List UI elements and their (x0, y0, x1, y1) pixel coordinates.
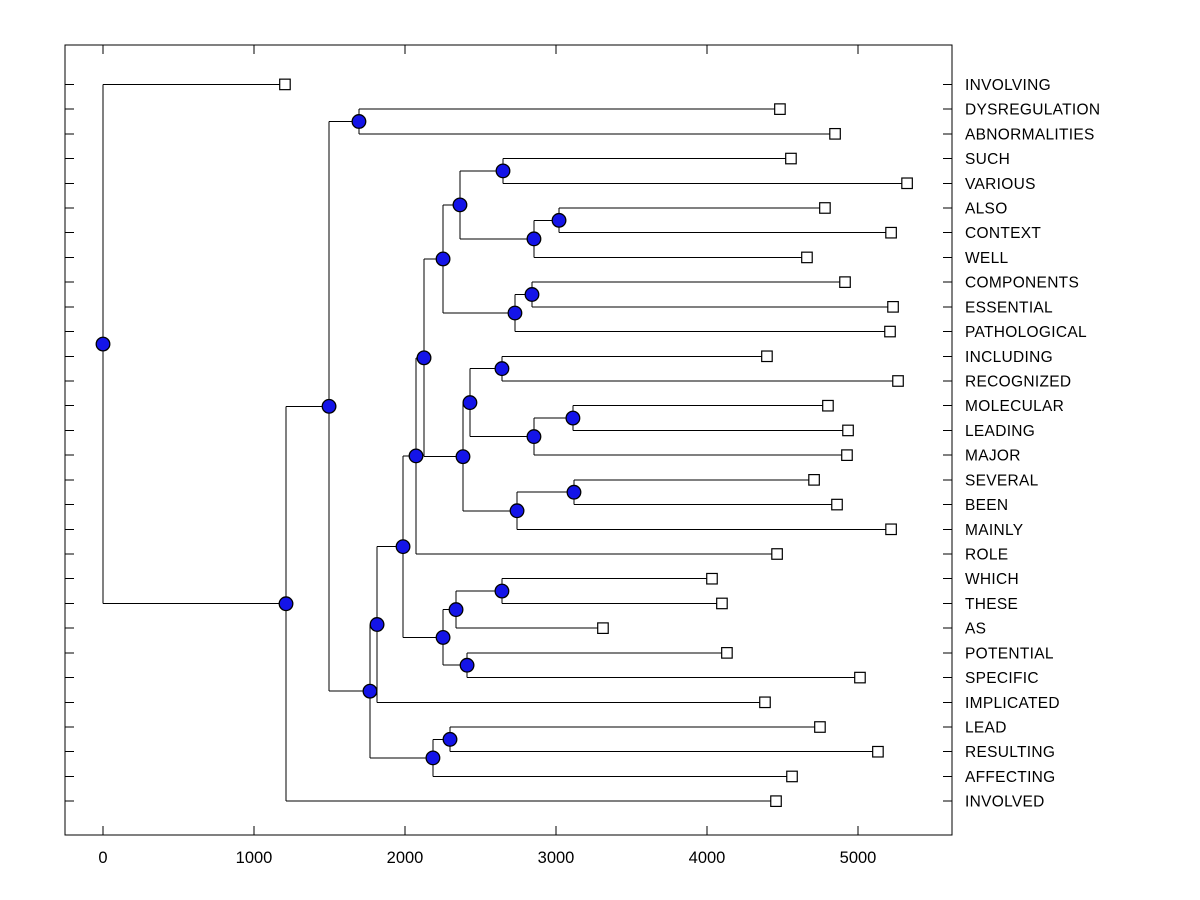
x-tick-label: 2000 (386, 849, 424, 867)
leaf-tip-marker (886, 227, 897, 238)
leaf-label: DYSREGULATION (965, 101, 1101, 119)
cluster-node-marker (463, 396, 477, 410)
leaf-tip-marker (842, 450, 853, 461)
cluster-node-marker (496, 164, 510, 178)
leaf-tip-marker (832, 499, 843, 510)
cluster-node-marker (352, 115, 366, 129)
leaf-tip-marker (902, 178, 913, 189)
leaf-tip-marker (823, 400, 834, 411)
leaf-label: MAINLY (965, 521, 1024, 539)
leaf-tip-marker (722, 648, 733, 659)
cluster-node-marker (279, 597, 293, 611)
leaf-tip-marker (815, 722, 826, 733)
leaf-tip-marker (707, 573, 718, 584)
cluster-node-marker (510, 504, 524, 518)
leaf-label: POTENTIAL (965, 645, 1054, 663)
leaf-label: COMPONENTS (965, 274, 1080, 292)
leaf-label: MAJOR (965, 447, 1021, 465)
cluster-node-marker (525, 288, 539, 302)
x-tick-label: 1000 (235, 849, 273, 867)
cluster-node-marker (96, 337, 110, 351)
cluster-node-marker (527, 430, 541, 444)
cluster-node-marker (363, 684, 377, 698)
cluster-node-marker (566, 411, 580, 425)
leaf-tip-marker (280, 79, 291, 90)
cluster-node-marker (436, 252, 450, 266)
leaf-label: ESSENTIAL (965, 299, 1053, 317)
leaf-label: AFFECTING (965, 768, 1056, 786)
plot-border (65, 45, 952, 835)
x-tick-label: 3000 (537, 849, 575, 867)
cluster-node-marker (370, 618, 384, 632)
leaf-label: ALSO (965, 200, 1008, 218)
leaf-label: RESULTING (965, 744, 1056, 762)
leaf-label: ROLE (965, 546, 1009, 564)
leaf-label: SUCH (965, 151, 1011, 169)
x-tick-label: 4000 (688, 849, 726, 867)
leaf-tip-marker (888, 302, 899, 313)
cluster-node-marker (409, 449, 423, 463)
leaf-tip-marker (855, 672, 866, 683)
leaf-tip-marker (873, 746, 884, 757)
leaf-tip-marker (760, 697, 771, 708)
cluster-node-marker (322, 400, 336, 414)
leaf-tip-marker (598, 623, 609, 634)
leaf-tip-marker (775, 104, 786, 115)
cluster-node-marker (527, 232, 541, 246)
cluster-node-marker (495, 362, 509, 376)
leaf-tip-marker (771, 796, 782, 807)
leaf-label: VARIOUS (965, 175, 1036, 193)
leaf-label: THESE (965, 595, 1019, 613)
leaf-label: WELL (965, 249, 1009, 267)
cluster-node-marker (453, 198, 467, 212)
x-tick-label: 5000 (839, 849, 877, 867)
leaf-label: WHICH (965, 571, 1020, 589)
leaf-label: SEVERAL (965, 472, 1039, 490)
leaf-label: MOLECULAR (965, 398, 1065, 416)
cluster-node-marker (449, 603, 463, 617)
leaf-tip-marker (717, 598, 728, 609)
leaf-tip-marker (762, 351, 773, 362)
cluster-node-marker (456, 450, 470, 464)
leaf-label: CONTEXT (965, 225, 1042, 243)
leaf-tip-marker (843, 425, 854, 436)
leaf-label: INVOLVED (965, 793, 1045, 811)
cluster-node-marker (495, 584, 509, 598)
x-tick-label: 0 (98, 849, 108, 867)
leaf-label: LEAD (965, 719, 1007, 737)
leaf-tip-marker (820, 203, 831, 214)
leaf-tip-marker (772, 549, 783, 560)
cluster-node-marker (396, 540, 410, 554)
leaf-label: RECOGNIZED (965, 373, 1072, 391)
cluster-node-marker (552, 214, 566, 228)
leaf-tip-marker (885, 326, 896, 337)
leaf-tip-marker (886, 524, 897, 535)
cluster-node-marker (417, 351, 431, 365)
leaf-tip-marker (786, 153, 797, 164)
leaf-tip-marker (893, 376, 904, 387)
leaf-label: AS (965, 620, 987, 638)
leaf-label: ABNORMALITIES (965, 126, 1095, 144)
leaf-label: LEADING (965, 422, 1036, 440)
leaf-tip-marker (787, 771, 798, 782)
leaf-tip-marker (830, 129, 841, 140)
leaf-label: PATHOLOGICAL (965, 324, 1087, 342)
cluster-node-marker (508, 306, 522, 320)
leaf-label: BEEN (965, 497, 1009, 515)
leaf-label: INVOLVING (965, 76, 1051, 94)
cluster-node-marker (460, 658, 474, 672)
leaf-tip-marker (809, 475, 820, 486)
cluster-node-marker (426, 751, 440, 765)
leaf-label: INCLUDING (965, 348, 1053, 366)
leaf-tip-marker (802, 252, 813, 262)
leaf-tip-marker (840, 277, 851, 288)
leaf-label: IMPLICATED (965, 694, 1060, 712)
cluster-node-marker (567, 485, 581, 499)
cluster-node-marker (443, 733, 457, 747)
cluster-node-marker (436, 631, 450, 645)
leaf-label: SPECIFIC (965, 670, 1039, 688)
